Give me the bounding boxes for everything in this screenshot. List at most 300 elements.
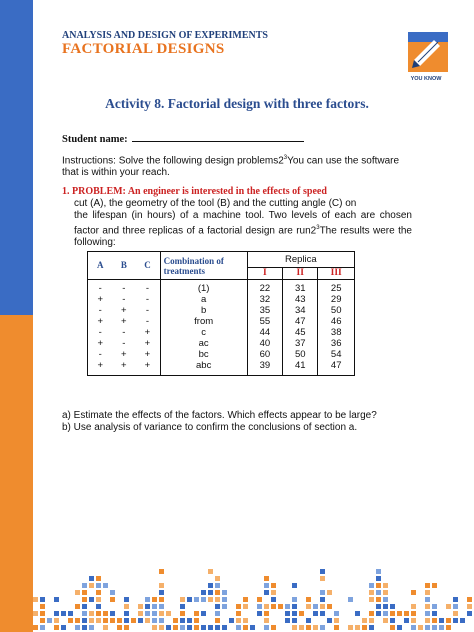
- cell-b: +: [121, 349, 127, 360]
- instructions-text-2: You can use the software that is within your reach.: [62, 155, 400, 179]
- pixel-square: [278, 604, 283, 609]
- student-name-label: Student name:: [62, 134, 128, 145]
- pixel-square: [348, 597, 353, 602]
- col-header-replica-3: III: [318, 268, 355, 280]
- pixel-square: [418, 625, 423, 630]
- pixel-square: [383, 597, 388, 602]
- table-row: [88, 294, 355, 305]
- pixel-square: [383, 618, 388, 623]
- pixel-square: [40, 604, 45, 609]
- pixel-square: [75, 604, 80, 609]
- pixel-square: [446, 604, 451, 609]
- col-header-replica-2: II: [283, 268, 318, 280]
- pixel-square: [138, 604, 143, 609]
- pixel-square: [404, 611, 409, 616]
- col-header-combination: Combination of treatments: [160, 252, 247, 280]
- cell-b: -: [122, 327, 126, 338]
- pixel-square: [110, 590, 115, 595]
- pixel-square: [383, 590, 388, 595]
- pixel-square: [33, 611, 38, 616]
- pixel-square: [187, 618, 192, 623]
- pixel-square: [432, 618, 437, 623]
- pixel-square: [215, 590, 220, 595]
- pixel-square: [313, 625, 318, 630]
- pixel-square: [390, 604, 395, 609]
- pixel-square: [89, 583, 94, 588]
- problem-body-3: The results were the following:: [74, 225, 412, 249]
- cell-r2: 47: [283, 316, 318, 327]
- pixel-square: [271, 590, 276, 595]
- pixel-square: [320, 569, 325, 574]
- student-name-row: [62, 132, 304, 145]
- pixel-square: [390, 625, 395, 630]
- pixel-square: [369, 625, 374, 630]
- pixel-square: [369, 590, 374, 595]
- pixel-square: [215, 597, 220, 602]
- problem-body-2: the lifespan (in hours) of a machine tool. Two levels of each are chosen factor and three replicas of a factorial design are run2: [74, 210, 412, 237]
- pixel-square: [75, 625, 80, 630]
- pixel-square: [222, 604, 227, 609]
- pixel-square: [299, 611, 304, 616]
- pixel-square: [236, 618, 241, 623]
- cell-r2: 41: [283, 360, 318, 376]
- cell-t: ac: [160, 338, 247, 349]
- pixel-square: [453, 611, 458, 616]
- pixel-square: [383, 611, 388, 616]
- pixel-square: [404, 618, 409, 623]
- pixel-square: [124, 618, 129, 623]
- col-header-a: A: [88, 252, 113, 280]
- cell-r3: 50: [318, 305, 355, 316]
- pixel-square: [208, 625, 213, 630]
- cell-b: +: [121, 360, 127, 371]
- pixel-square: [299, 625, 304, 630]
- pixel-square: [89, 618, 94, 623]
- pixel-square: [180, 604, 185, 609]
- col-header-b: B: [112, 252, 135, 280]
- pixel-square: [159, 590, 164, 595]
- cell-r3: 36: [318, 338, 355, 349]
- cell-r3: 54: [318, 349, 355, 360]
- pixel-square: [432, 583, 437, 588]
- pixel-square: [376, 583, 381, 588]
- pixel-square: [369, 583, 374, 588]
- pixel-square: [243, 597, 248, 602]
- pixel-square: [236, 604, 241, 609]
- pixel-pattern-decoration: [33, 560, 474, 632]
- problem-superscript: 3: [316, 225, 320, 231]
- unit-title: FACTORIAL DESIGNS: [62, 41, 225, 57]
- pixel-square: [257, 597, 262, 602]
- pixel-square: [117, 625, 122, 630]
- pixel-square: [306, 604, 311, 609]
- pixel-square: [215, 604, 220, 609]
- pixel-square: [411, 590, 416, 595]
- pixel-square: [40, 611, 45, 616]
- cell-r1: 32: [247, 294, 282, 305]
- pixel-square: [285, 604, 290, 609]
- pixel-square: [306, 597, 311, 602]
- pixel-square: [425, 625, 430, 630]
- pixel-square: [320, 611, 325, 616]
- pixel-square: [96, 576, 101, 581]
- table-row: [88, 349, 355, 360]
- pixel-square: [362, 625, 367, 630]
- pixel-square: [145, 618, 150, 623]
- pixel-square: [54, 611, 59, 616]
- pixel-square: [271, 583, 276, 588]
- pixel-square: [264, 604, 269, 609]
- cell-r1: 44: [247, 327, 282, 338]
- pixel-square: [201, 590, 206, 595]
- cell-c: -: [145, 316, 150, 327]
- cell-r2: 37: [283, 338, 318, 349]
- pixel-square: [397, 625, 402, 630]
- cell-r1: 60: [247, 349, 282, 360]
- pixel-square: [425, 597, 430, 602]
- pixel-square: [117, 618, 122, 623]
- activity-title: Activity 8. Factorial design with three factors.: [105, 96, 369, 111]
- pixel-square: [376, 597, 381, 602]
- cell-a: -: [98, 283, 102, 294]
- pixel-square: [180, 611, 185, 616]
- cell-c: +: [144, 327, 151, 338]
- cell-t: from: [160, 316, 247, 327]
- student-name-field[interactable]: [132, 132, 304, 142]
- pixel-square: [89, 597, 94, 602]
- pixel-square: [54, 597, 59, 602]
- table-row: [88, 360, 355, 376]
- pixel-square: [82, 590, 87, 595]
- pencil-logo-icon: [404, 30, 452, 80]
- pixel-square: [236, 611, 241, 616]
- pixel-square: [397, 611, 402, 616]
- pixel-square: [201, 611, 206, 616]
- pixel-square: [159, 625, 164, 630]
- cell-c: -: [145, 283, 150, 294]
- pixel-square: [369, 618, 374, 623]
- pixel-square: [383, 583, 388, 588]
- pixel-square: [40, 597, 45, 602]
- question-b: b) Use analysis of variance to confirm the conclusions of section a.: [62, 422, 358, 433]
- pixel-square: [215, 576, 220, 581]
- cell-t: b: [160, 305, 247, 316]
- pixel-square: [110, 618, 115, 623]
- pixel-square: [180, 597, 185, 602]
- pixel-square: [166, 625, 171, 630]
- pixel-square: [110, 597, 115, 602]
- pixel-square: [467, 604, 472, 609]
- pixel-square: [257, 611, 262, 616]
- pixel-square: [320, 625, 325, 630]
- pixel-square: [390, 611, 395, 616]
- pixel-square: [313, 604, 318, 609]
- pixel-square: [159, 604, 164, 609]
- pixel-square: [89, 625, 94, 630]
- pixel-square: [96, 604, 101, 609]
- pixel-square: [215, 618, 220, 623]
- pixel-square: [292, 597, 297, 602]
- pixel-square: [425, 611, 430, 616]
- pixel-square: [327, 590, 332, 595]
- logo-caption: YOU KNOW: [410, 76, 442, 82]
- pixel-square: [243, 625, 248, 630]
- pixel-square: [376, 611, 381, 616]
- pixel-square: [243, 618, 248, 623]
- pixel-square: [96, 597, 101, 602]
- col-header-replica: Replica: [247, 252, 354, 268]
- cell-c: +: [144, 360, 151, 371]
- cell-r3: 38: [318, 327, 355, 338]
- pixel-square: [152, 618, 157, 623]
- pixel-square: [82, 618, 87, 623]
- instructions-text-1: Instructions: Solve the following design problems2: [62, 155, 284, 167]
- pixel-square: [194, 597, 199, 602]
- cell-r2: 43: [283, 294, 318, 305]
- pixel-square: [152, 597, 157, 602]
- pixel-square: [201, 625, 206, 630]
- pixel-square: [103, 618, 108, 623]
- pixel-square: [376, 576, 381, 581]
- pixel-square: [460, 618, 465, 623]
- pixel-square: [173, 625, 178, 630]
- pixel-square: [306, 625, 311, 630]
- cell-c: +: [144, 338, 151, 349]
- pixel-square: [264, 583, 269, 588]
- pixel-square: [96, 611, 101, 616]
- pixel-square: [334, 618, 339, 623]
- pixel-square: [334, 611, 339, 616]
- pixel-square: [131, 618, 136, 623]
- pixel-square: [47, 618, 52, 623]
- cell-r2: 50: [283, 349, 318, 360]
- cell-b: -: [122, 338, 126, 349]
- pixel-square: [145, 597, 150, 602]
- pixel-square: [453, 597, 458, 602]
- pixel-square: [453, 618, 458, 623]
- pixel-square: [103, 583, 108, 588]
- cell-b: -: [122, 283, 126, 294]
- pixel-square: [425, 604, 430, 609]
- pixel-square: [201, 597, 206, 602]
- pixel-square: [75, 590, 80, 595]
- cell-c: +: [144, 349, 151, 360]
- pixel-square: [159, 597, 164, 602]
- pixel-square: [82, 611, 87, 616]
- pixel-square: [383, 604, 388, 609]
- pixel-square: [68, 618, 73, 623]
- table-row: [88, 316, 355, 327]
- pixel-square: [145, 611, 150, 616]
- pixel-square: [124, 597, 129, 602]
- cell-t: a: [160, 294, 247, 305]
- pixel-square: [54, 625, 59, 630]
- pixel-square: [376, 569, 381, 574]
- pixel-square: [166, 611, 171, 616]
- pixel-square: [229, 618, 234, 623]
- pixel-square: [40, 625, 45, 630]
- col-header-replica-1: I: [247, 268, 282, 280]
- pixel-square: [124, 625, 129, 630]
- pixel-square: [376, 604, 381, 609]
- cell-t: bc: [160, 349, 247, 360]
- pixel-square: [271, 597, 276, 602]
- sidebar-decoration: [0, 0, 33, 632]
- pixel-square: [96, 590, 101, 595]
- table-row: [88, 338, 355, 349]
- pixel-square: [180, 618, 185, 623]
- pixel-square: [61, 625, 66, 630]
- pixel-square: [446, 625, 451, 630]
- cell-b: +: [121, 316, 127, 327]
- pixel-square: [145, 604, 150, 609]
- cell-a: +: [97, 294, 104, 305]
- cell-a: -: [98, 327, 102, 338]
- pixel-square: [320, 590, 325, 595]
- pixel-square: [110, 611, 115, 616]
- questions: [62, 410, 412, 434]
- pixel-square: [292, 583, 297, 588]
- pixel-square: [180, 625, 185, 630]
- problem-body-1: cut (A), the geometry of the tool (B) and the cutting angle (C) on: [74, 198, 357, 209]
- pixel-square: [432, 625, 437, 630]
- cell-t: c: [160, 327, 247, 338]
- sidebar-blue-band: [0, 0, 33, 315]
- results-table: [87, 251, 355, 376]
- pixel-square: [411, 618, 416, 623]
- pixel-square: [327, 604, 332, 609]
- cell-t: abc: [160, 360, 247, 376]
- pixel-square: [103, 611, 108, 616]
- cell-a: -: [98, 305, 102, 316]
- pixel-square: [187, 597, 192, 602]
- cell-a: +: [97, 360, 104, 371]
- pixel-square: [194, 618, 199, 623]
- cell-a: -: [98, 349, 102, 360]
- cell-c: -: [145, 294, 150, 305]
- cell-r1: 39: [247, 360, 282, 376]
- pixel-square: [264, 611, 269, 616]
- pixel-square: [355, 625, 360, 630]
- pixel-square: [390, 618, 395, 623]
- pixel-square: [159, 569, 164, 574]
- pixel-square: [467, 611, 472, 616]
- cell-r3: 47: [318, 360, 355, 376]
- pixel-square: [138, 611, 143, 616]
- pixel-square: [194, 611, 199, 616]
- problem-statement: [62, 186, 412, 249]
- pixel-square: [369, 611, 374, 616]
- pixel-square: [320, 597, 325, 602]
- pixel-square: [292, 611, 297, 616]
- course-title: ANALYSIS AND DESIGN OF EXPERIMENTS: [62, 30, 268, 41]
- pixel-square: [89, 611, 94, 616]
- table-row: [88, 305, 355, 316]
- pixel-square: [432, 604, 437, 609]
- pixel-square: [152, 604, 157, 609]
- pixel-square: [348, 625, 353, 630]
- pixel-square: [313, 611, 318, 616]
- pixel-square: [425, 618, 430, 623]
- pixel-square: [439, 618, 444, 623]
- cell-r2: 34: [283, 305, 318, 316]
- pixel-square: [292, 618, 297, 623]
- col-header-c: C: [135, 252, 160, 280]
- pixel-square: [103, 625, 108, 630]
- cell-r1: 40: [247, 338, 282, 349]
- pixel-square: [446, 618, 451, 623]
- cell-r1: 35: [247, 305, 282, 316]
- cell-r2: 45: [283, 327, 318, 338]
- problem-body-2-wrap: [62, 210, 412, 249]
- pixel-square: [264, 618, 269, 623]
- pixel-square: [453, 604, 458, 609]
- instructions-superscript: 3: [283, 155, 288, 161]
- pixel-square: [222, 590, 227, 595]
- pixel-square: [243, 604, 248, 609]
- pixel-square: [285, 618, 290, 623]
- pixel-square: [222, 625, 227, 630]
- pixel-square: [222, 597, 227, 602]
- pixel-square: [54, 618, 59, 623]
- pixel-square: [411, 611, 416, 616]
- pixel-square: [257, 604, 262, 609]
- pixel-square: [271, 625, 276, 630]
- pixel-square: [292, 625, 297, 630]
- pixel-square: [82, 604, 87, 609]
- pixel-square: [432, 611, 437, 616]
- pixel-square: [82, 597, 87, 602]
- pixel-square: [369, 597, 374, 602]
- pixel-square: [173, 618, 178, 623]
- pixel-square: [208, 569, 213, 574]
- sidebar-orange-band: [0, 315, 33, 632]
- pixel-square: [264, 590, 269, 595]
- cell-r1: 55: [247, 316, 282, 327]
- pixel-square: [187, 625, 192, 630]
- pixel-square: [82, 625, 87, 630]
- pixel-square: [33, 625, 38, 630]
- pixel-square: [292, 604, 297, 609]
- pixel-square: [208, 590, 213, 595]
- cell-t: (1): [160, 280, 247, 295]
- pixel-square: [208, 597, 213, 602]
- pixel-square: [334, 625, 339, 630]
- table-row: [88, 327, 355, 338]
- pixel-square: [467, 597, 472, 602]
- pixel-square: [425, 583, 430, 588]
- cell-r3: 29: [318, 294, 355, 305]
- pixel-square: [376, 590, 381, 595]
- pixel-square: [152, 611, 157, 616]
- problem-lead: 1. PROBLEM: An engineer is interested in the effects of speed: [62, 186, 327, 197]
- pixel-square: [306, 618, 311, 623]
- pixel-square: [159, 611, 164, 616]
- pixel-square: [40, 618, 45, 623]
- pixel-square: [159, 618, 164, 623]
- pixel-square: [327, 618, 332, 623]
- pixel-square: [215, 611, 220, 616]
- pixel-square: [89, 576, 94, 581]
- cell-r2: 31: [283, 280, 318, 295]
- pixel-square: [264, 625, 269, 630]
- pixel-square: [68, 611, 73, 616]
- pixel-square: [320, 604, 325, 609]
- pixel-square: [208, 583, 213, 588]
- pixel-square: [411, 604, 416, 609]
- pixel-square: [250, 625, 255, 630]
- pixel-square: [96, 583, 101, 588]
